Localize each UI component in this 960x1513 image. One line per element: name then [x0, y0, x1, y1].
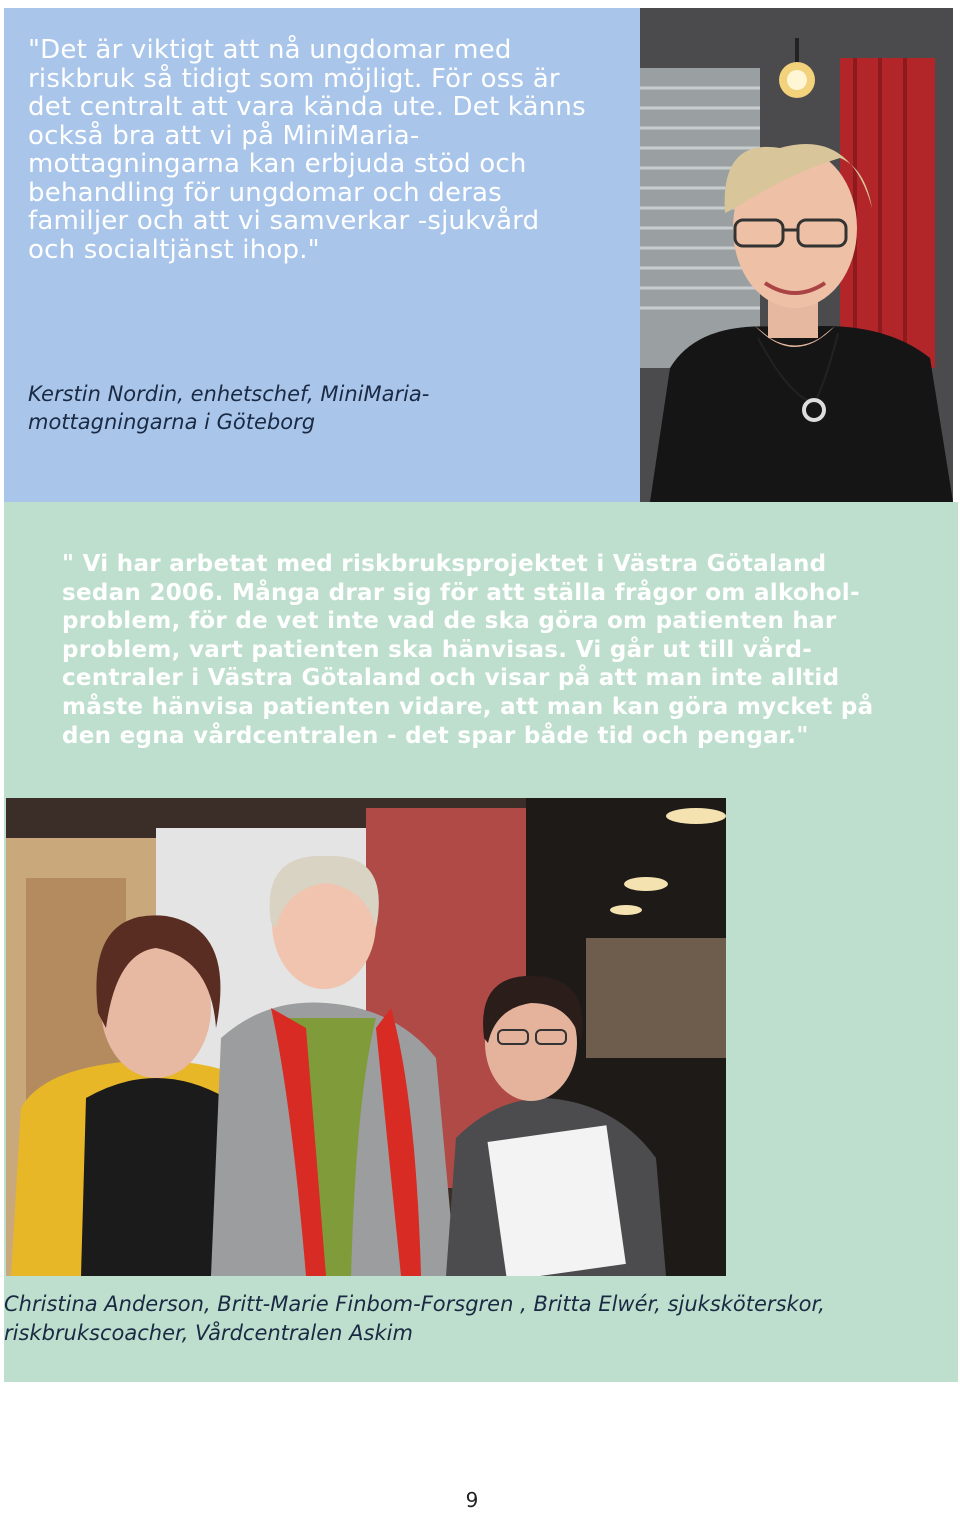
portrait-photo-kerstin	[640, 8, 953, 502]
group-photo-illustration	[6, 798, 726, 1276]
page-number: 9	[465, 1488, 479, 1512]
quote-kerstin-nordin: "Det är viktigt att nå ungdomar med riskbruk så tidigt som möjligt. För oss är det centralt att vara kända ute. Det känns också bra att vi på MiniMaria-mottagningarna kan erbjuda stöd och behandling för ungdomar och deras familjer och att vi samverkar -sjukvård och socialtjänst ihop."	[28, 35, 586, 265]
caption-group-photo: Christina Anderson, Britt-Marie Finbom-Forsgren , Britta Elwér, sjuksköterskor, riskbrukscoacher, Vårdcentralen Askim	[4, 1292, 825, 1345]
quote-riskbruksprojektet: " Vi har arbetat med riskbruksprojektet i Västra Götaland sedan 2006. Många drar sig för att ställa frågor om alkohol-problem, för de vet inte vad de ska göra om patienten har problem, vart patienten ska hänvisas. Vi går ut till vård-centraler i Västra Götaland och visar på att man inte alltid måste hänvisa patienten vidare, att man kan göra mycket på den egna vårdcentralen - det spar både tid och pengar."	[62, 551, 874, 749]
portrait-illustration	[640, 8, 953, 502]
group-photo-askim	[6, 798, 726, 1276]
caption-kerstin-nordin: Kerstin Nordin, enhetschef, MiniMaria-mottagningarna i Göteborg	[28, 382, 430, 434]
